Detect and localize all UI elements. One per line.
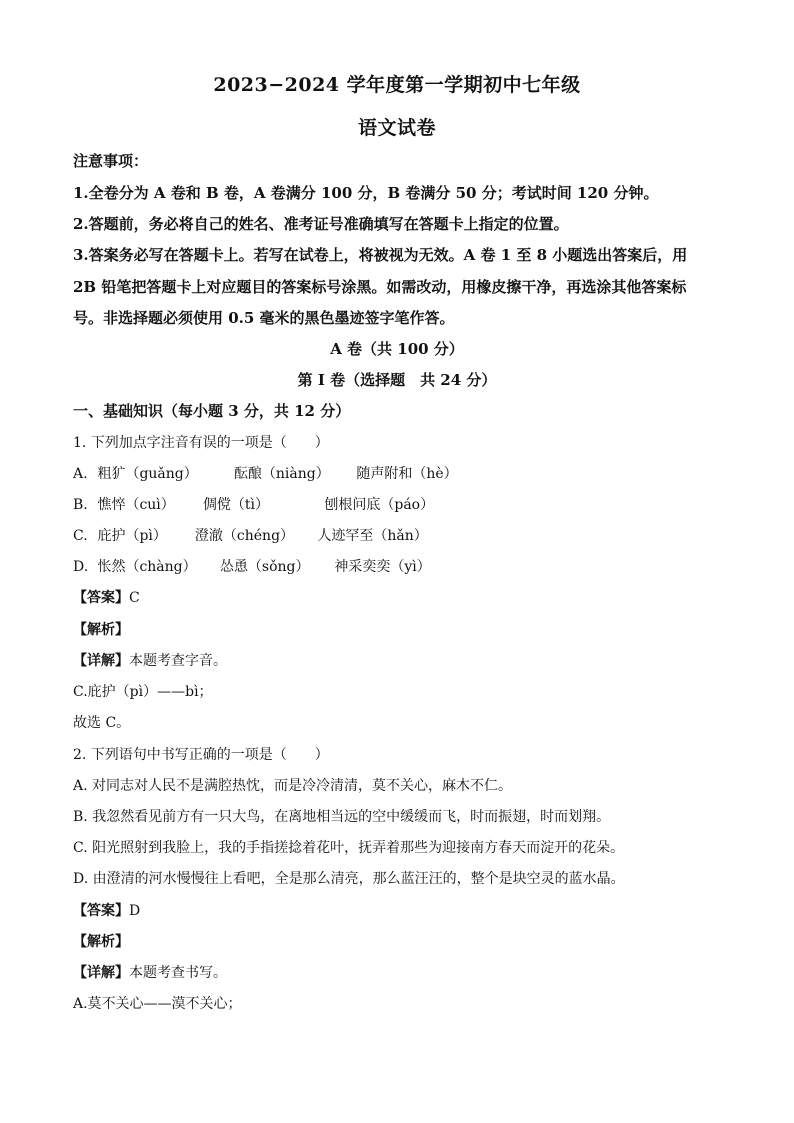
q2-analysis-tag: 【解析】 — [73, 934, 129, 950]
q1-fix: C.庇护（pì）——bì； — [73, 684, 213, 700]
answer-value: C — [129, 590, 140, 606]
notice-heading: 注意事项： — [73, 152, 149, 170]
option-item: 刨根问底（páo） — [324, 497, 435, 513]
option-item: 粗犷（guǎng） — [97, 466, 198, 482]
answer-value: D — [129, 903, 141, 919]
q1-option-d — [73, 556, 431, 576]
option-item: 怅然（chàng） — [97, 559, 197, 575]
answer-tag: 【答案】 — [73, 590, 129, 606]
q2-option-c: C. 阳光照射到我脸上，我的手指搓捻着花叶，抚弄着那些为迎接南方春天而淀开的花朵。 — [73, 840, 625, 856]
answer-tag: 【答案】 — [73, 903, 129, 919]
q2-detail — [73, 962, 227, 982]
notice-item-1: 1.全卷分为 A 卷和 B 卷，A 卷满分 100 分，B 卷满分 50 分；考试时间 120 分钟。 — [73, 184, 659, 202]
q1-answer — [73, 587, 140, 607]
q2-option-b: B. 我忽然看见前方有一只大鸟，在离地相当远的空中缓缓而飞，时而振翅，时而划翔。 — [73, 809, 611, 825]
q1-option-c — [73, 525, 428, 545]
q2-fix: A.莫不关心——漠不关心； — [73, 996, 242, 1012]
q1-detail — [73, 650, 227, 670]
option-item: 怂恿（sǒng） — [219, 559, 310, 575]
notice-item-3-line-3: 号。非选择题必须使用 0.5 毫米的黑色墨迹签字笔作答。 — [73, 309, 455, 327]
detail-tag: 【详解】 — [73, 965, 129, 981]
q1-option-b — [73, 494, 434, 514]
option-item: 随声附和（hè） — [356, 466, 458, 482]
notice-item-3-line-2: 2B 铅笔把答题卡上对应题目的答案标号涂黑。如需改动，用橡皮擦干净，再选涂其他答案标 — [73, 278, 687, 296]
option-item: 神采奕奕（yì） — [334, 559, 431, 575]
option-label: C. — [73, 528, 88, 544]
option-label: A. — [73, 466, 88, 482]
q2-option-a: A. 对同志对人民不是满腔热忱，而是冷冷清清，莫不关心，麻木不仁。 — [73, 778, 513, 794]
q1-stem: 1. 下列加点字注音有误的一项是（ ） — [73, 435, 329, 451]
q1-option-a — [73, 463, 458, 483]
detail-text: 本题考查书写。 — [129, 965, 227, 981]
q2-stem: 2. 下列语句中书写正确的一项是（ ） — [73, 747, 329, 763]
section-one-heading: 一、基础知识（每小题 3 分，共 12 分） — [73, 402, 351, 420]
option-label: B. — [73, 497, 88, 513]
option-item: 倜傥（tì） — [202, 497, 270, 513]
detail-text: 本题考查字音。 — [129, 653, 227, 669]
detail-tag: 【详解】 — [73, 653, 129, 669]
option-item: 人迹罕至（hǎn） — [317, 528, 428, 544]
volume-a-heading: A 卷（共 100 分） — [330, 340, 464, 358]
exam-title: 2023−2024 学年度第一学期初中七年级 — [213, 74, 581, 96]
exam-subtitle: 语文试卷 — [357, 117, 436, 139]
option-label: D. — [73, 559, 89, 575]
option-item: 庇护（pì） — [97, 528, 167, 544]
option-item: 澄澈（chéng） — [194, 528, 295, 544]
q1-conclusion: 故选 C。 — [73, 715, 131, 731]
notice-item-3-line-1: 3.答案务必写在答题卡上。若写在试卷上，将被视为无效。A 卷 1 至 8 小题选出答案后，用 — [73, 246, 688, 264]
q1-analysis-tag: 【解析】 — [73, 622, 129, 638]
notice-item-2: 2.答题前，务必将自己的姓名、准考证号准确填写在答题卡上指定的位置。 — [73, 215, 569, 233]
option-item: 憔悴（cuì） — [97, 497, 175, 513]
q2-option-d: D. 由澄清的河水慢慢往上看吧，全是那么清亮，那么蓝汪汪的，整个是块空灵的蓝水晶。 — [73, 871, 625, 887]
part-one-heading: 第 I 卷（选择题 共 24 分） — [297, 371, 497, 389]
q2-answer — [73, 900, 140, 920]
option-item: 酝酿（niàng） — [233, 466, 330, 482]
